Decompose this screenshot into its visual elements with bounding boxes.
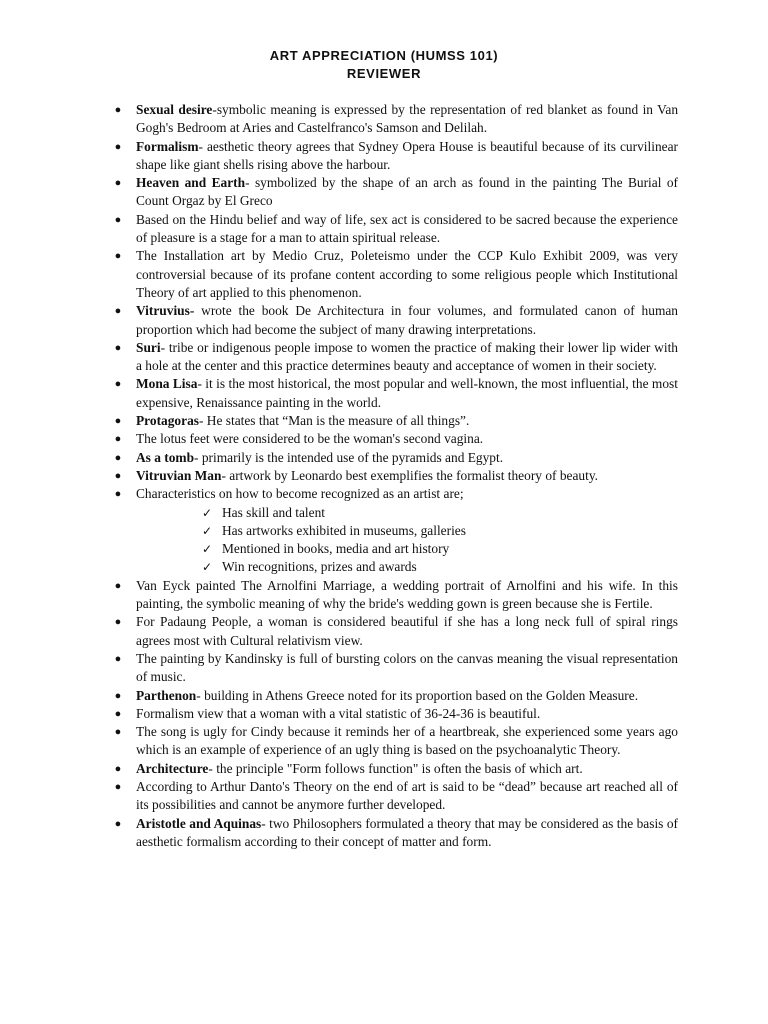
list-item xyxy=(104,174,678,211)
item-text: tribe or indigenous people impose to women the practice of making their lower lip wider with a hole at the center and this practice determines beauty and acceptance of women in their society. xyxy=(136,339,678,374)
review-list xyxy=(104,101,678,851)
check-icon: ✓ xyxy=(202,542,213,557)
item-term: Mona Lisa xyxy=(136,376,198,392)
item-term: Architecture xyxy=(136,760,209,776)
item-text: According to Arthur Danto's Theory on the end of art is said to be “dead” because art reached all of its possibilities and cannot be anymore further developed. xyxy=(136,778,678,813)
item-text: The painting by Kandinsky is full of bursting colors on the canvas meaning the visual representation of music. xyxy=(136,650,678,685)
item-text: For Padaung People, a woman is considered beautiful if she has a long neck full of spiral rings agrees most with Cultural relativism view. xyxy=(136,614,678,648)
list-item xyxy=(104,815,678,852)
bullet-icon: ● xyxy=(114,469,122,482)
item-separator: - xyxy=(208,760,217,776)
list-item xyxy=(104,375,678,412)
bullet-icon: ● xyxy=(114,488,122,501)
bullet-icon: ● xyxy=(114,140,122,153)
bullet-icon: ● xyxy=(114,451,122,464)
list-item xyxy=(104,430,678,448)
bullet-icon: ● xyxy=(114,616,122,629)
bullet-icon: ● xyxy=(114,579,122,592)
list-item xyxy=(104,138,678,175)
item-text: The song is ugly for Cindy because it reminds her of a heartbreak, she experienced some years ago which is an example of experience of an ugly thing is based on the psychoanalytic Theory. xyxy=(136,724,678,758)
sub-item-text: Mentioned in books, media and art history xyxy=(222,541,450,557)
item-text: artwork by Leonardo best exemplifies the formalist theory of beauty. xyxy=(229,467,598,483)
item-text: building in Athens Greece noted for its proportion based on the Golden Measure. xyxy=(204,687,639,703)
item-text: aesthetic theory agrees that Sydney Opera House is beautiful because of its curvilinear shape like giant shells rising above the harbour. xyxy=(136,138,678,172)
item-text: it is the most historical, the most popular and well-known, the most influential, the most expensive, Renaissance painting in the world. xyxy=(136,376,678,410)
list-item xyxy=(104,101,678,138)
item-separator: - xyxy=(196,687,205,703)
item-text: Formalism view that a woman with a vital statistic of 36-24-36 is beautiful. xyxy=(136,705,541,721)
item-term: Heaven and Earth xyxy=(136,175,246,191)
item-text: The lotus feet were considered to be the woman's second vagina. xyxy=(136,431,484,447)
bullet-icon: ● xyxy=(114,177,122,190)
item-text: The Installation art by Medio Cruz, Poleteismo under the CCP Kulo Exhibit 2009, was very controversial because of its profane content according to some religious people which Institutional Theory of art applied to this phenomenon. xyxy=(136,248,678,300)
item-term: As a tomb xyxy=(136,449,195,465)
bullet-icon: ● xyxy=(114,762,122,775)
list-item xyxy=(104,247,678,302)
check-icon: ✓ xyxy=(202,505,213,520)
sub-list-item xyxy=(202,522,678,540)
check-icon: ✓ xyxy=(202,523,213,538)
list-item xyxy=(104,485,678,576)
list-item xyxy=(104,339,678,376)
bullet-icon: ● xyxy=(114,305,122,318)
bullet-icon: ● xyxy=(114,726,122,739)
item-text: Characteristics on how to become recognized as an artist are; xyxy=(136,486,464,502)
item-text: symbolized by the shape of an arch as found in the painting The Burial of Count Orgaz by El Greco xyxy=(136,175,678,209)
list-item xyxy=(104,449,678,467)
sub-list-item xyxy=(202,558,678,576)
item-term: Formalism xyxy=(136,138,199,154)
list-item xyxy=(104,211,678,248)
list-item xyxy=(104,687,678,705)
list-item xyxy=(104,577,678,614)
item-separator: - xyxy=(221,467,230,483)
bullet-icon: ● xyxy=(114,652,122,665)
list-item xyxy=(104,613,678,650)
item-term: Suri xyxy=(136,339,161,355)
item-text: symbolic meaning is expressed by the representation of red blanket as found in Van Gogh's Bedroom at Aries and Castelfranco's Samson and Delilah. xyxy=(136,102,679,136)
item-term: Aristotle and Aquinas xyxy=(136,815,262,831)
item-text: two Philosophers formulated a theory that may be considered as the basis of aesthetic formalism according to their concept of matter and form. xyxy=(136,815,679,849)
bullet-icon: ● xyxy=(114,707,122,720)
bullet-icon: ● xyxy=(114,250,122,263)
item-text: primarily is the intended use of the pyramids and Egypt. xyxy=(201,449,504,465)
bullet-icon: ● xyxy=(114,341,122,354)
document-header xyxy=(0,47,768,83)
document-title: ART APPRECIATION (HUMSS 101) xyxy=(269,48,499,63)
sub-list xyxy=(136,504,678,577)
item-separator: - xyxy=(261,815,270,831)
item-term: Protagoras xyxy=(136,413,199,429)
bullet-icon: ● xyxy=(114,415,122,428)
list-item xyxy=(104,302,678,339)
list-item xyxy=(104,778,678,815)
item-separator: - xyxy=(194,449,202,465)
sub-item-text: Has skill and talent xyxy=(222,504,326,520)
list-item xyxy=(104,412,678,430)
bullet-icon: ● xyxy=(114,817,122,830)
check-icon: ✓ xyxy=(202,560,213,575)
bullet-icon: ● xyxy=(114,213,122,226)
bullet-icon: ● xyxy=(114,689,122,702)
bullet-icon: ● xyxy=(114,378,122,391)
sub-list-item xyxy=(202,540,678,558)
item-separator: - xyxy=(212,102,217,117)
item-term: Sexual desire xyxy=(136,102,213,117)
list-item xyxy=(104,650,678,687)
item-separator: - xyxy=(245,175,255,191)
item-text: He states that “Man is the measure of all things”. xyxy=(206,413,470,429)
item-term: Parthenon xyxy=(136,687,197,703)
sub-item-text: Has artworks exhibited in museums, galleries xyxy=(222,522,466,538)
bullet-icon: ● xyxy=(114,104,122,116)
bullet-icon: ● xyxy=(114,780,122,793)
item-text: Based on the Hindu belief and way of life, sex act is considered to be sacred because the experience of pleasure is a stage for a man to attain spiritual release. xyxy=(136,211,678,246)
list-item xyxy=(104,467,678,485)
item-separator: - xyxy=(160,339,169,355)
list-item xyxy=(104,760,678,778)
item-term: Vitruvius- xyxy=(136,303,195,319)
item-text: wrote the book De Architectura in four volumes, and formulated canon of human proportion which had become the subject of many drawing interpretations. xyxy=(136,303,678,337)
bullet-icon: ● xyxy=(114,433,122,446)
sub-list-item xyxy=(202,504,678,522)
sub-item-text: Win recognitions, prizes and awards xyxy=(222,559,417,575)
list-item xyxy=(104,705,678,723)
list-item xyxy=(104,723,678,760)
item-separator: - xyxy=(198,413,207,429)
item-text: the principle "Form follows function" is often the basis of which art. xyxy=(216,760,583,776)
item-separator: - xyxy=(197,376,206,392)
document-subtitle: REVIEWER xyxy=(346,66,422,81)
item-separator: - xyxy=(198,138,207,154)
item-text: Van Eyck painted The Arnolfini Marriage, a wedding portrait of Arnolfini and his wife. In this painting, the symbolic meaning of why the bride's wedding gown is green because she is Fertile. xyxy=(136,577,678,612)
item-term: Vitruvian Man xyxy=(136,467,222,483)
